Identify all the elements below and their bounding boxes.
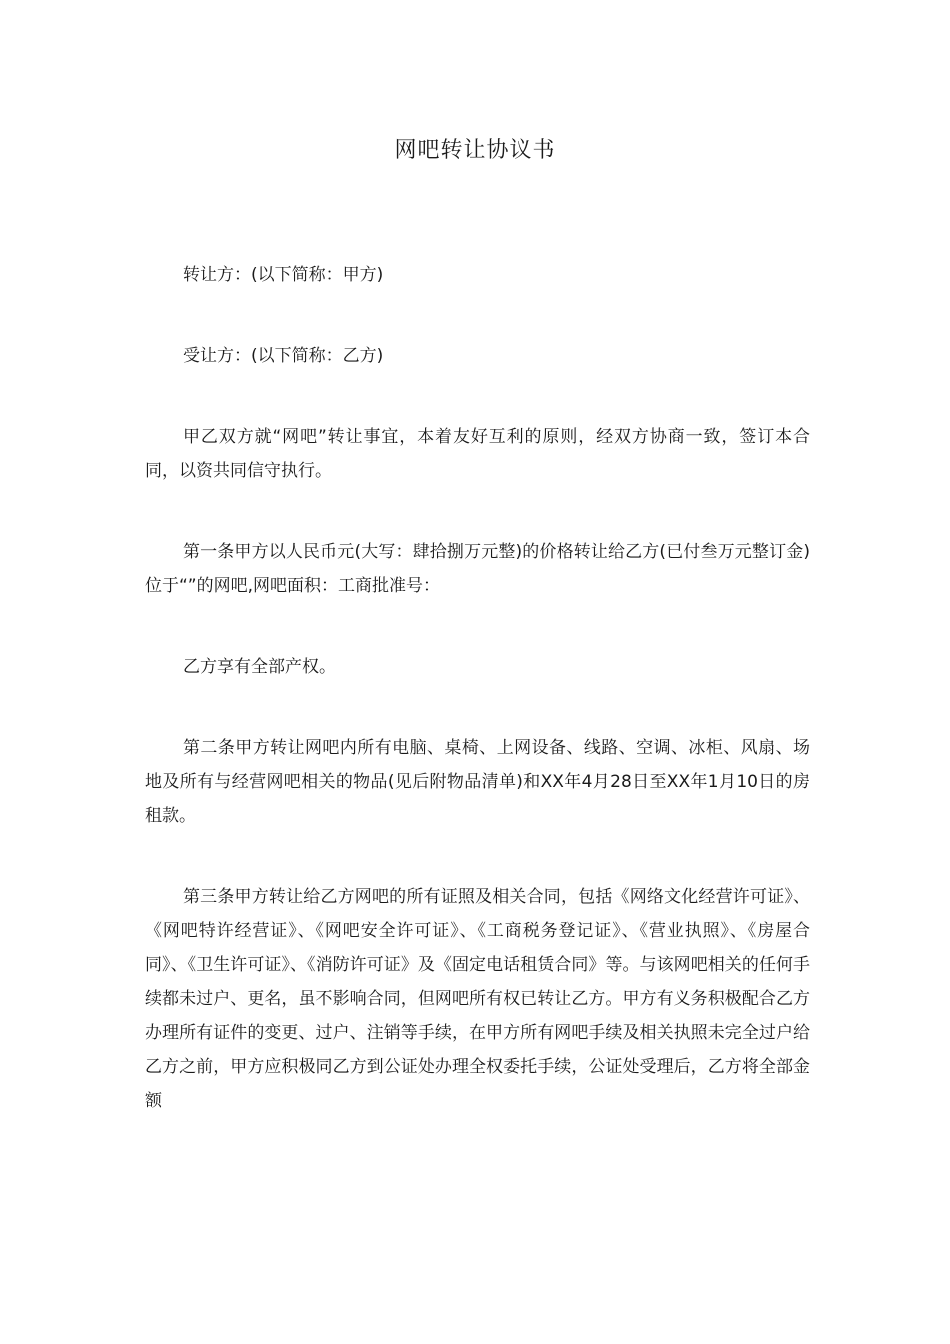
paragraph-article-2: 第二条甲方转让网吧内所有电脑、桌椅、上网设备、线路、空调、冰柜、风扇、场地及所有与经营网吧相关的物品(见后附物品清单)和XX年4月28日至XX年1月10日的房租款。 [145, 738, 810, 826]
paragraph-preamble: 甲乙双方就“网吧”转让事宜，本着友好互利的原则，经双方协商一致，签订本合同，以资共同信守执行。 [145, 427, 810, 481]
paragraph-article-1: 第一条甲方以人民币元(大写：肆拾捌万元整)的价格转让给乙方(已付叁万元整订金)位于“”的网吧,网吧面积：工商批准号： [145, 542, 810, 596]
paragraph-article-3: 第三条甲方转让给乙方网吧的所有证照及相关合同，包括《网络文化经营许可证》、《网吧特许经营证》、《网吧安全许可证》、《工商税务登记证》、《营业执照》、《房屋合同》、《卫生许可证》、《消防许可证》及《固定电话租赁合同》等。与该网吧相关的任何手续都未过户、更名，虽不影响合同，但网吧所有权已转让乙方。甲方有义务积极配合乙方办理所有证件的变更、过户、注销等手续，在甲方所有网吧手续及相关执照未完全过户给乙方之前，甲方应积极同乙方到公证处办理全权委托手续，公证处受理后，乙方将全部金额 [145, 887, 810, 1111]
document-body [145, 258, 810, 1118]
document-title: 网吧转让协议书 [394, 138, 556, 163]
paragraph-transferee: 受让方：(以下简称：乙方) [183, 346, 384, 366]
paragraph-ownership: 乙方享有全部产权。 [183, 657, 336, 677]
paragraph-transferor: 转让方：(以下简称：甲方) [183, 265, 384, 285]
